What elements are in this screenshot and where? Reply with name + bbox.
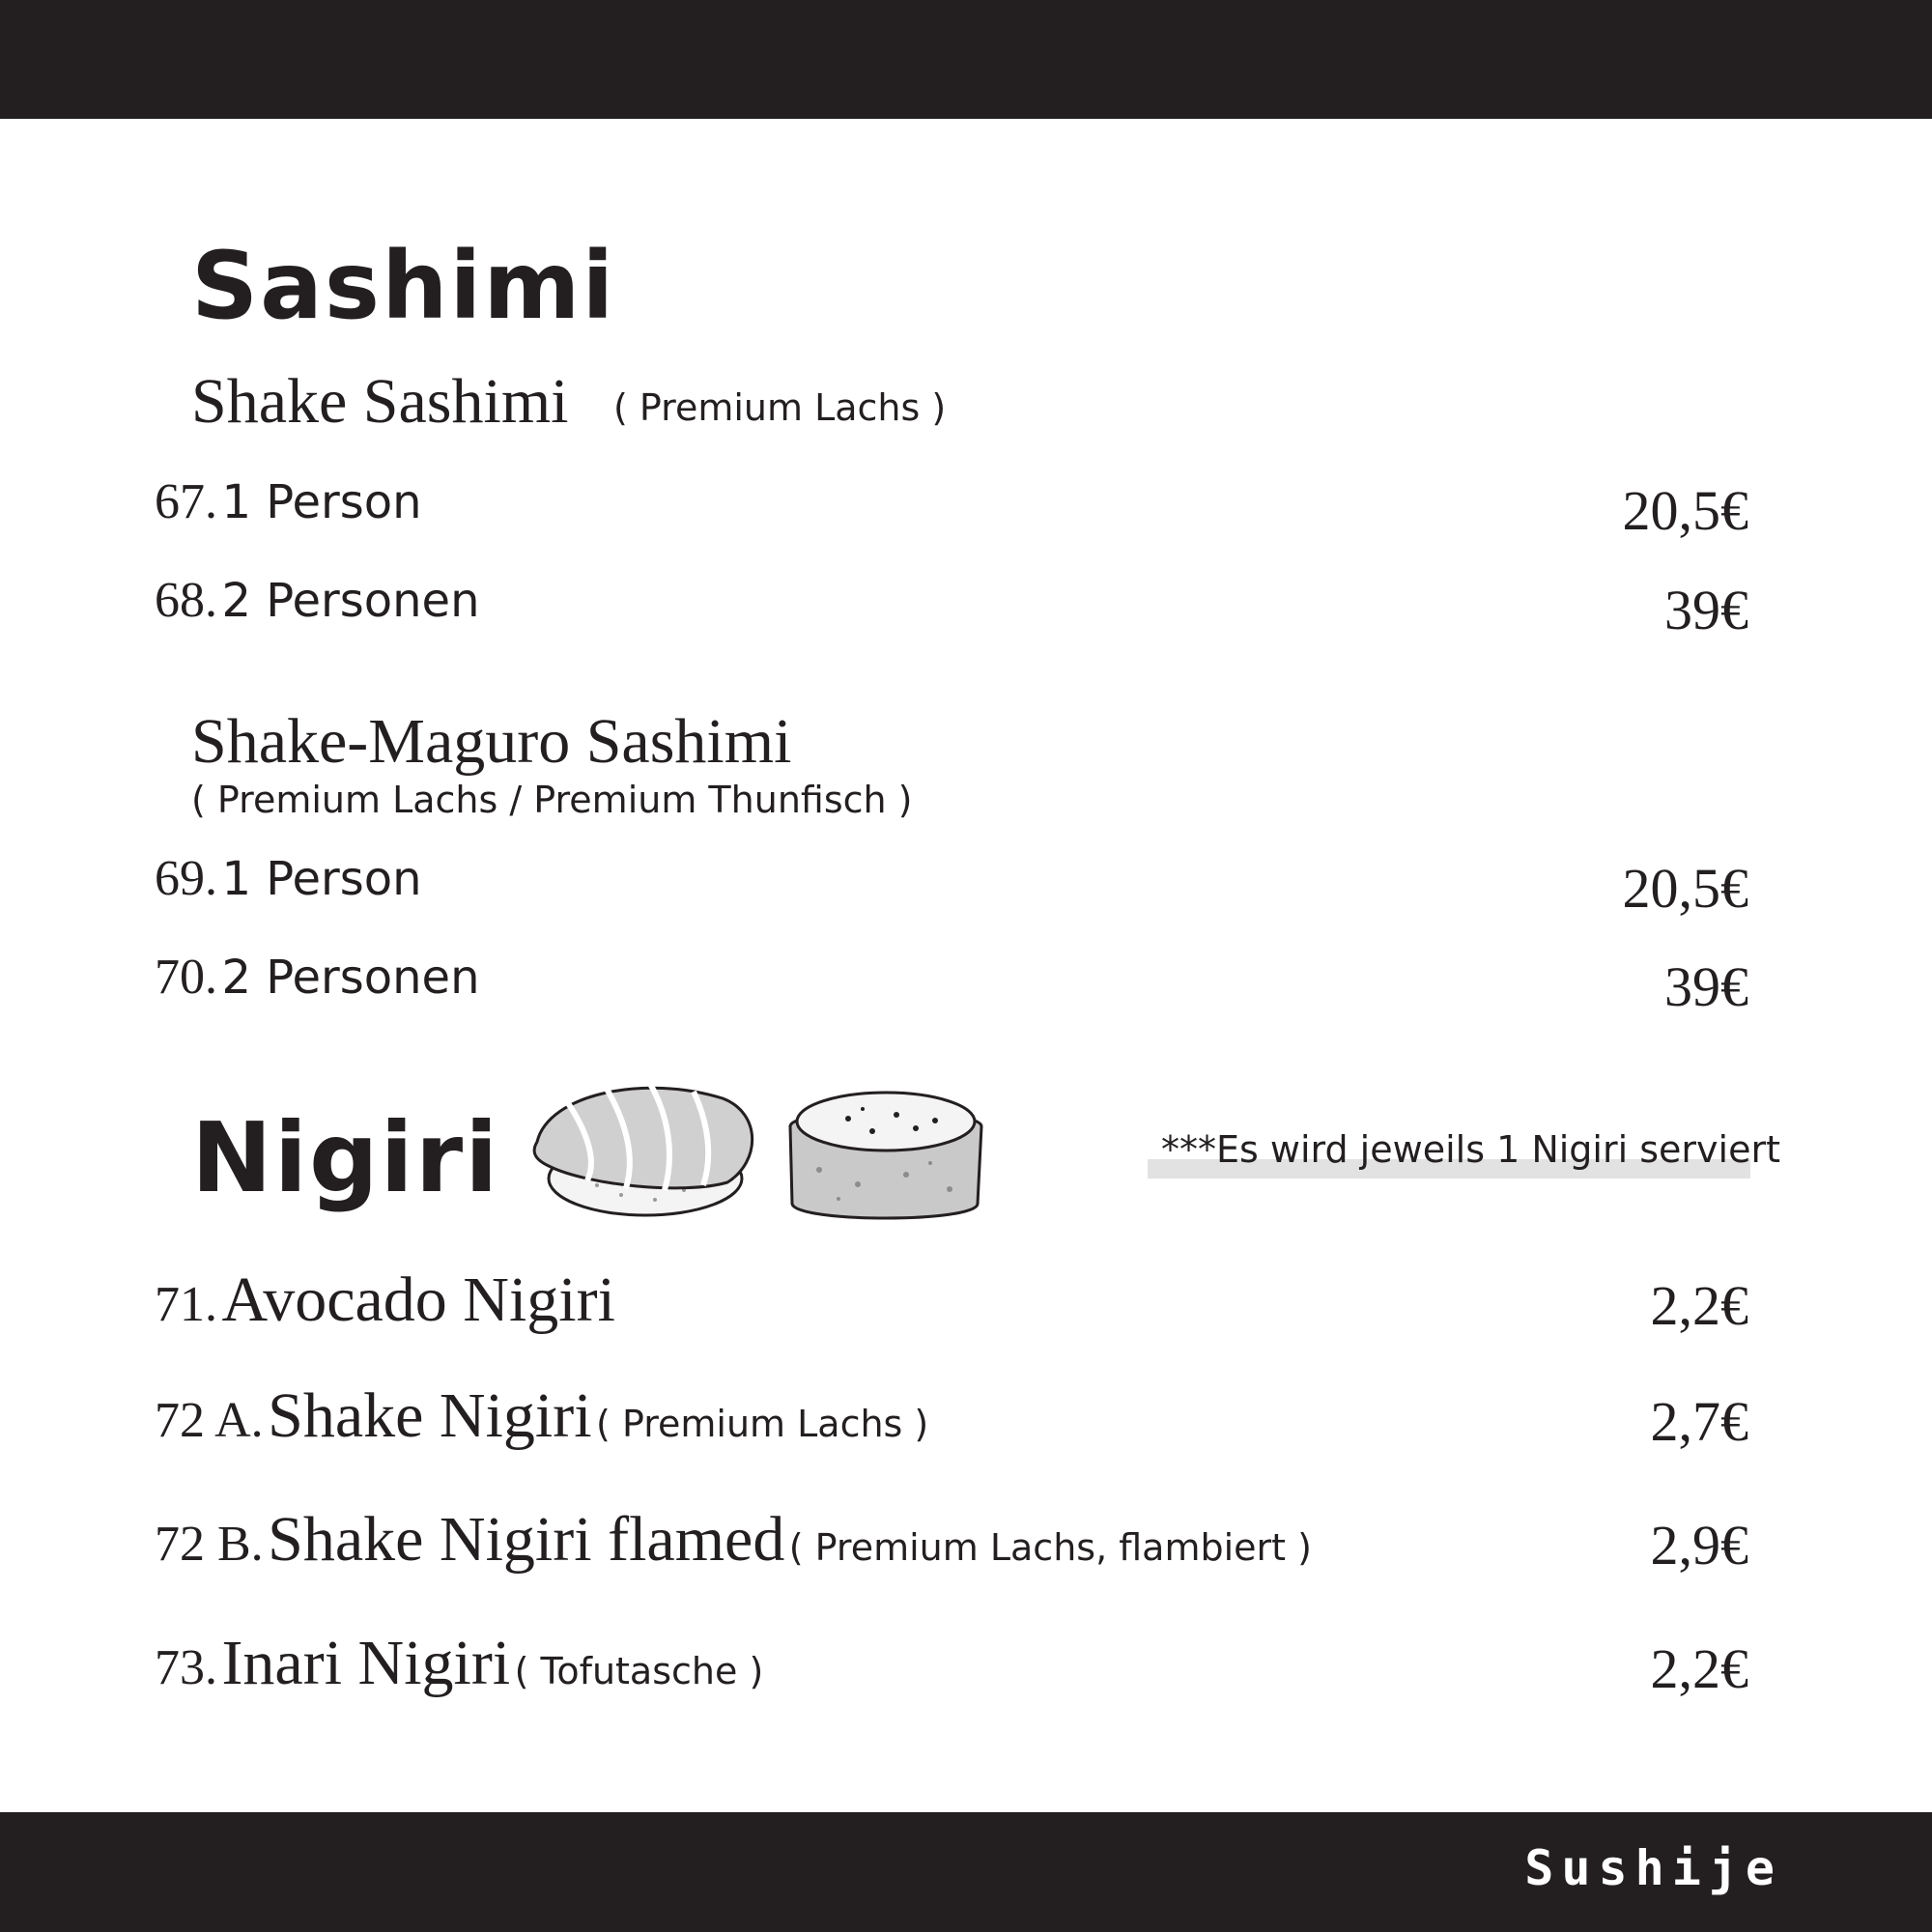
item-price: 2,2€ xyxy=(1650,1637,1748,1700)
item-number: 72 B. xyxy=(155,1517,264,1572)
menu-row xyxy=(155,473,422,530)
brand-logo: Sushije xyxy=(1524,1840,1782,1896)
item-price: 2,7€ xyxy=(1650,1390,1748,1453)
inari-nigiri-icon xyxy=(781,1078,991,1233)
group-title-shake-sashimi: Shake Sashimi xyxy=(191,366,569,437)
menu-row xyxy=(155,572,480,629)
menu-row xyxy=(155,949,480,1006)
nigiri-info-note: ***Es wird jeweils 1 Nigiri serviert xyxy=(1161,1128,1780,1171)
item-number: 72 A. xyxy=(155,1393,264,1448)
top-bar xyxy=(0,0,1932,119)
item-label: 2 Personen xyxy=(221,951,480,1005)
item-name: Avocado Nigiri xyxy=(221,1264,615,1335)
group-title-shake-maguro-sashimi: Shake-Maguro Sashimi xyxy=(191,706,792,777)
item-number: 71. xyxy=(155,1277,217,1332)
item-label: 1 Person xyxy=(221,475,422,529)
menu-row xyxy=(155,850,422,907)
item-name: Inari Nigiri xyxy=(221,1628,511,1698)
item-name: Shake Nigiri flamed xyxy=(268,1504,785,1575)
item-note: ( Premium Lachs ) xyxy=(596,1403,929,1445)
section-heading-sashimi: Sashimi xyxy=(191,232,616,340)
item-number: 68. xyxy=(155,573,217,628)
item-number: 67. xyxy=(155,474,217,529)
item-name: Shake Nigiri xyxy=(268,1380,592,1451)
group-note-shake-sashimi: ( Premium Lachs ) xyxy=(613,386,947,429)
menu-row xyxy=(155,1379,928,1453)
item-price: 39€ xyxy=(1664,579,1748,641)
item-label: 2 Personen xyxy=(221,574,480,628)
item-price: 20,5€ xyxy=(1622,479,1748,542)
item-note: ( Premium Lachs, flambiert ) xyxy=(788,1526,1312,1569)
item-note: ( Tofutasche ) xyxy=(514,1650,764,1692)
menu-row xyxy=(155,1503,1312,1577)
item-price: 39€ xyxy=(1664,955,1748,1018)
item-price: 20,5€ xyxy=(1622,857,1748,920)
item-number: 73. xyxy=(155,1640,217,1695)
salmon-nigiri-icon xyxy=(529,1074,763,1225)
group-note-shake-maguro-sashimi: ( Premium Lachs / Premium Thunfisch ) xyxy=(191,779,913,821)
item-price: 2,2€ xyxy=(1650,1274,1748,1337)
menu-row xyxy=(155,1264,615,1337)
section-heading-nigiri: Nigiri xyxy=(191,1101,500,1214)
item-label: 1 Person xyxy=(221,852,422,906)
item-number: 69. xyxy=(155,851,217,906)
item-number: 70. xyxy=(155,950,217,1005)
item-price: 2,9€ xyxy=(1650,1514,1748,1577)
menu-row xyxy=(155,1627,763,1700)
